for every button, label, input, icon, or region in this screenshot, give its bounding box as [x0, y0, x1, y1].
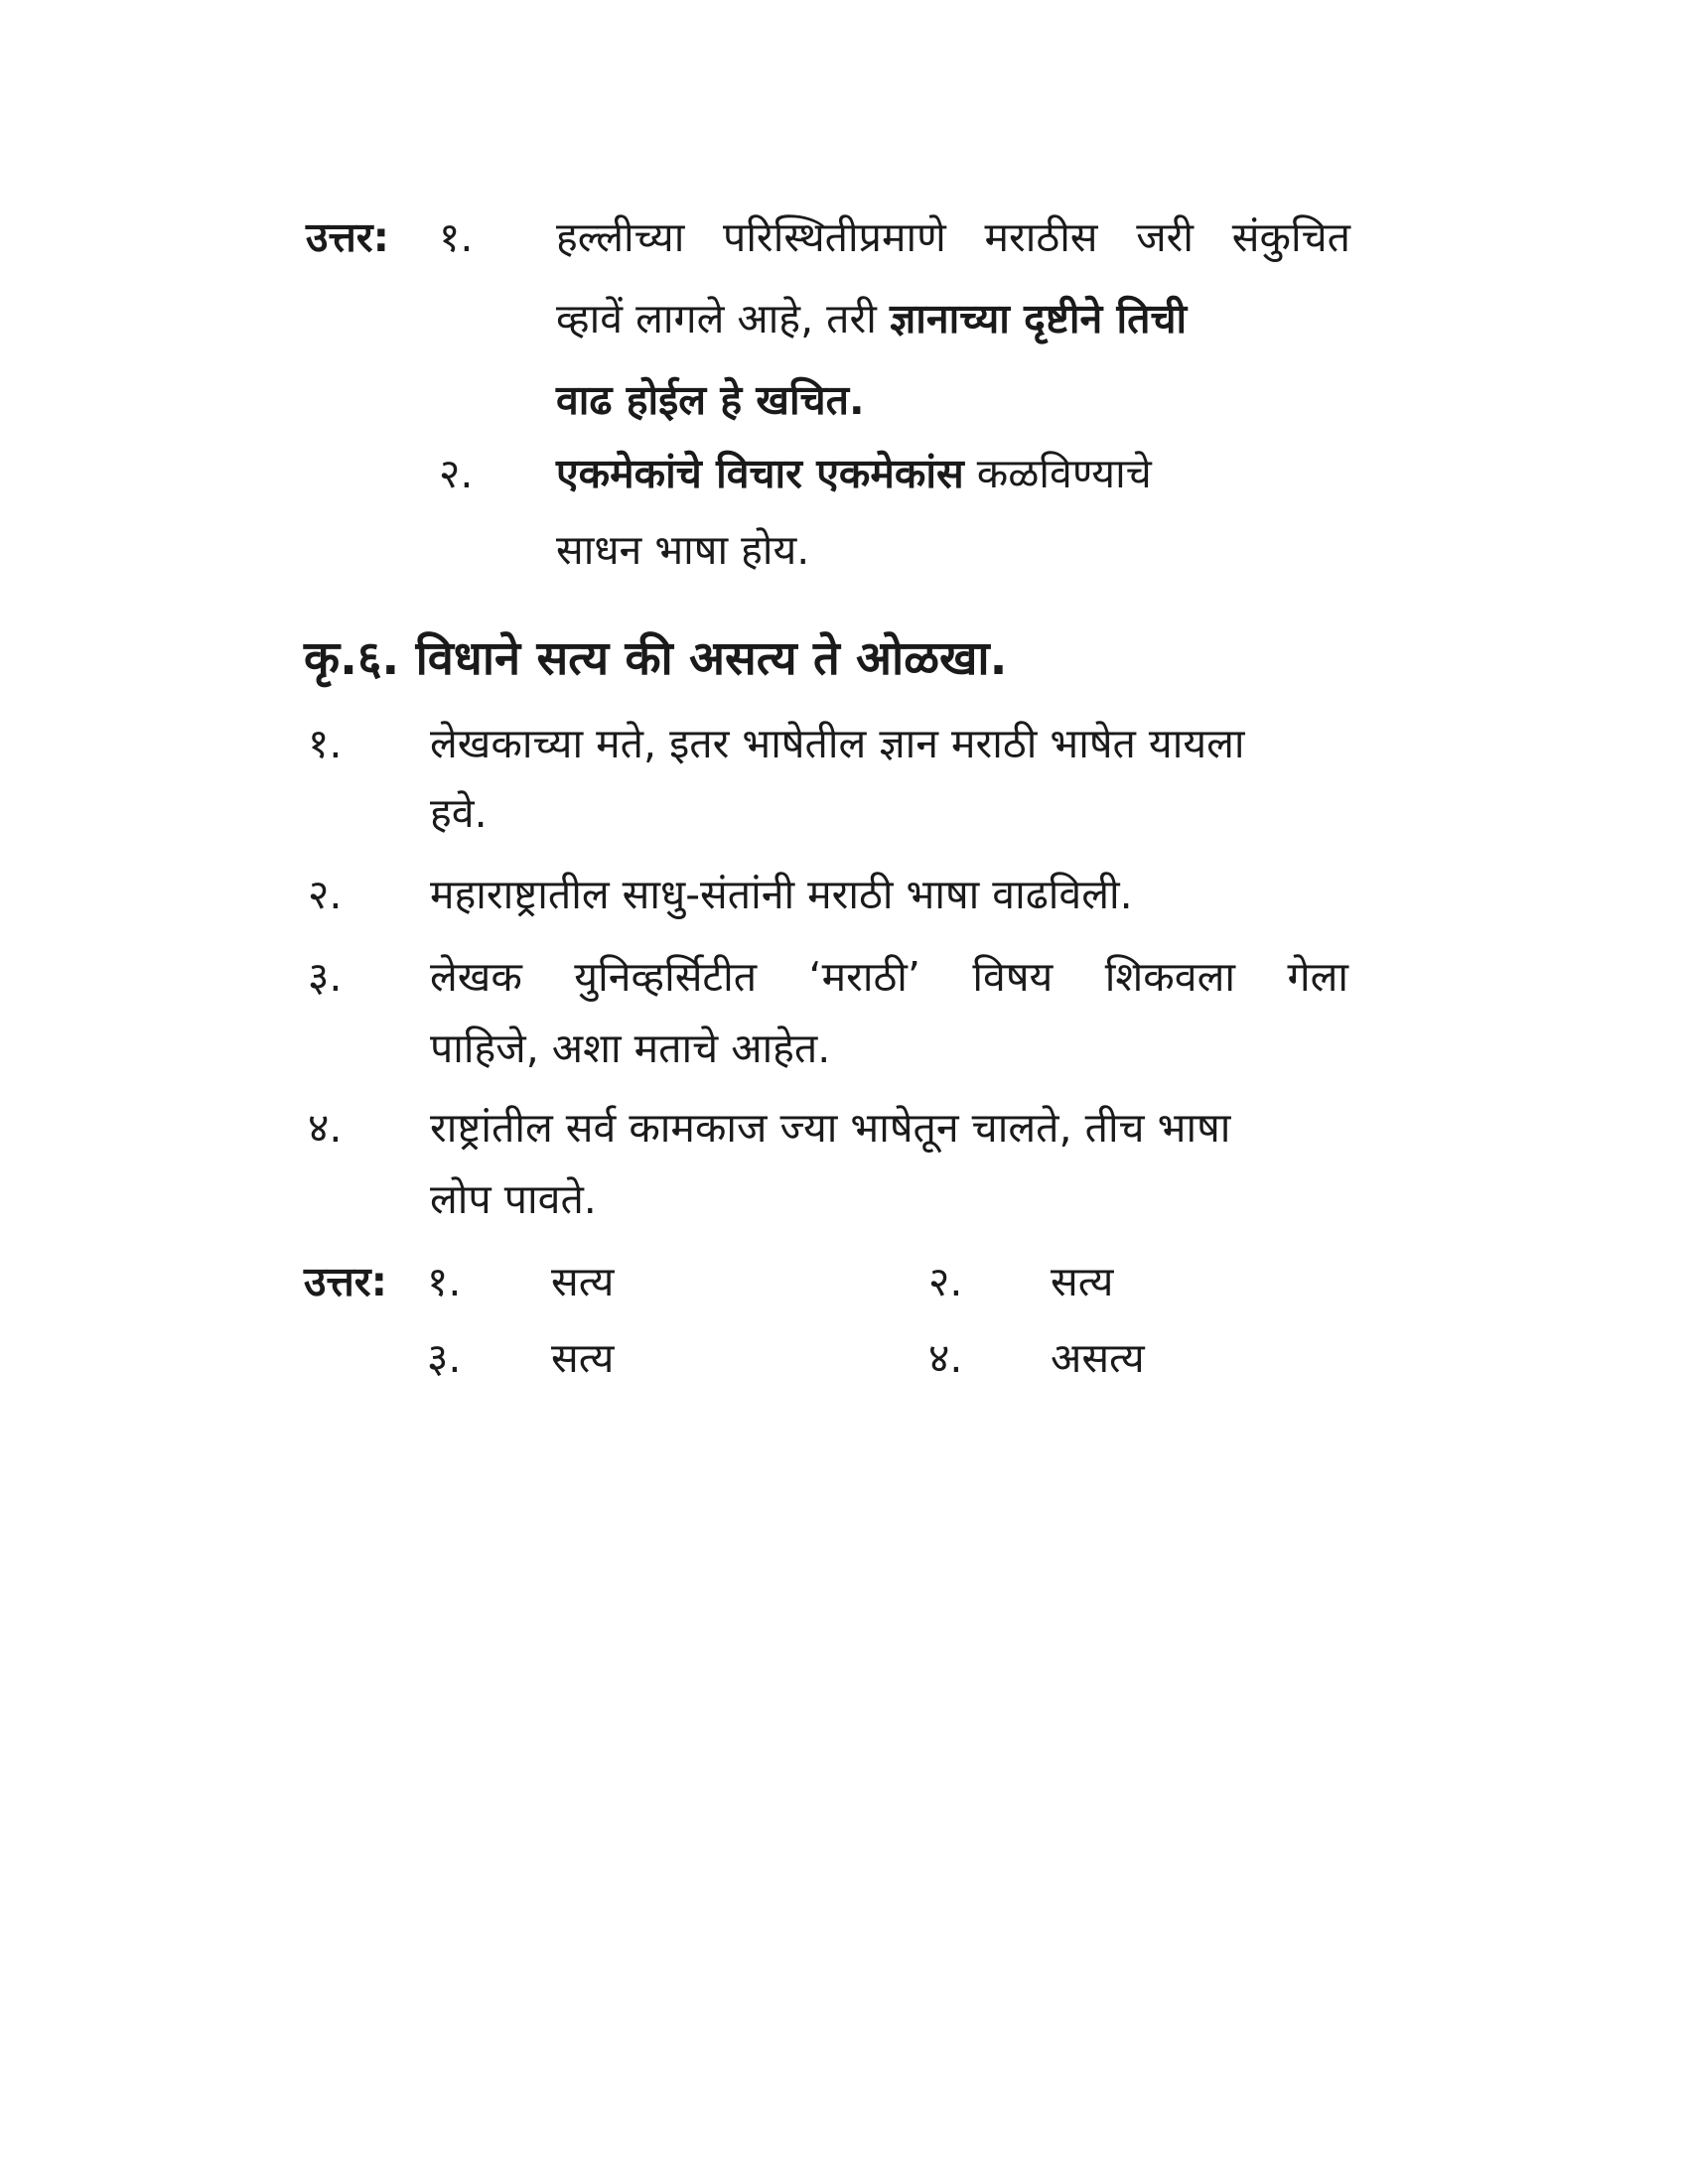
answer-number: ४.	[928, 1334, 963, 1382]
answer-number: २.	[928, 1258, 963, 1305]
answer-value: सत्य	[551, 1258, 615, 1305]
answer-item-line: साधन भाषा होय.	[556, 526, 810, 574]
question-heading: कृ.६. विधाने सत्य की असत्य ते ओळखा.	[304, 631, 1008, 686]
answer-item-line: हल्लीच्या परिस्थितीप्रमाणे मराठीस जरी संकुचित	[556, 213, 1350, 261]
answer-item-number: १.	[439, 213, 474, 261]
statement-line: राष्ट्रांतील सर्व कामकाज ज्या भाषेतून चालते, तीच भाषा	[430, 1104, 1231, 1152]
answer-value: सत्य	[1051, 1258, 1114, 1305]
answer-value: असत्य	[1051, 1334, 1145, 1382]
statement-line: लोप पावते.	[430, 1175, 597, 1223]
answer-number: ३.	[427, 1334, 462, 1382]
answer-item-text: व्हावें लागले आहे, तरी	[556, 295, 877, 342]
statement-line: लेखक युनिव्हर्सिटीत ‘मराठी’ विषय शिकवला गेला	[430, 953, 1348, 1001]
answer-item-line	[556, 273, 1187, 364]
answer-number: १.	[427, 1258, 462, 1305]
statement-number: १.	[308, 720, 343, 767]
answer-value: सत्य	[551, 1334, 615, 1382]
answer-item-text: कळविण्याचे	[976, 450, 1152, 497]
answer-label: उत्तर:	[306, 213, 389, 261]
answer-item-emphasis: ज्ञानाच्या दृष्टीने तिची	[889, 295, 1188, 342]
answer-item-number: २.	[439, 450, 474, 497]
statement-number: ३.	[308, 953, 343, 1001]
statement-number: ४.	[308, 1104, 343, 1152]
answer-label: उत्तर:	[304, 1258, 387, 1305]
statement-number: २.	[308, 871, 343, 918]
statement-line: महाराष्ट्रातील साधु-संतांनी मराठी भाषा वाढविली.	[430, 871, 1133, 918]
statement-line: हवे.	[430, 789, 488, 837]
statement-line: पाहिजे, अशा मताचे आहेत.	[430, 1024, 831, 1072]
answer-item-emphasis: एकमेकांचे विचार एकमेकांस	[556, 450, 964, 497]
statement-line: लेखकाच्या मते, इतर भाषेतील ज्ञान मराठी भाषेत यायला	[430, 720, 1245, 767]
answer-item-emphasis: वाढ होईल हे खचित.	[556, 376, 865, 424]
